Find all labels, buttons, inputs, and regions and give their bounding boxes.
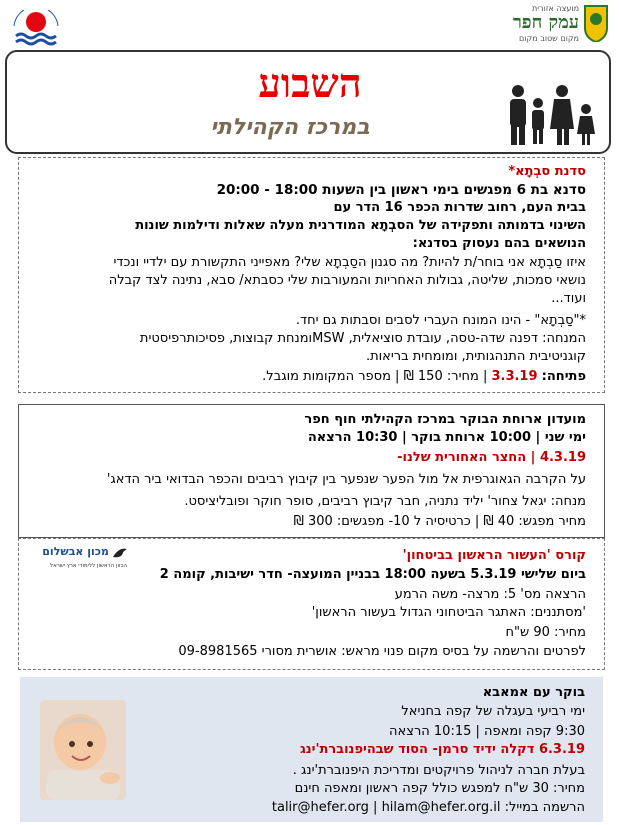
price-line: מחיר: 30 ש"ח למפגש כולל קפה ראשון ומאפה חינם [294,781,585,796]
page-subtitle: במרכז הקהילתי [210,115,370,140]
lecture-line: הרצאה מס' 5: מרצה- משה הרמע [394,587,586,602]
registration-line: הרשמה במייל: talir@hefer.org | hilam@hefer.org.il [271,800,585,815]
logo-name: מכון אבשלום [42,545,109,558]
avshalom-institute-logo [37,545,129,575]
opening-date: 3.3.19 [491,369,538,384]
logo-tagline: מקום שטוב מקום [519,34,579,43]
dove-icon [111,545,129,563]
schedule-line: ימי שני | 10:00 ארוחת בוקר | 10:30 הרצאה [307,430,586,445]
opening-details: | מחיר: 150 ₪ | מספר המקומות מוגבל. [262,369,488,384]
section-heading: קורס 'העשור הראשון בביטחון' [402,548,586,563]
price-line: מחיר מפגש: 40 ₪ | כרטיסיה ל 10- מפגשים: 300 ₪ [293,514,586,529]
opening-line [262,368,586,386]
topic-line: נושאי סמכות, שליטה, גבולות האחריות והמעורבות שלי כסבתא/ סבא, נתינה לצד קבלה [108,273,586,288]
lecture-title: 6.3.19 דקלה ידיד סרמן- הסוד שבהיפנוברת'ינג [299,742,585,757]
section-heading: מועדון ארוחת הבוקר במרכז הקהילתי חוף חפר [304,412,586,427]
logo-tagline: הכוון הראשון ללימודי ארץ ישראל [50,563,127,569]
topic-line: איזו סַבְתָא אני בוחר/ת להיות? מה סגנון הסַבְתָא שלי? מאפייני התקשורת עם ילדיי ונכדי [113,255,586,270]
lecture-title: 'מסתננים: האתגר הביטחוני הגדול בעשור הראשון' [311,605,586,620]
section-heading: סדנת סבְתָא* [508,164,586,179]
schedule-line: סדנא בת 6 מפגשים בימי ראשון בין השעות 18:00 - 20:00 [216,182,586,198]
time-line: 9:30 קפה ומאפה | 10:15 הרצאה [389,724,585,739]
section-heading: בוקר עם אמאבא [482,685,585,700]
emek-hefer-emblem-icon [583,4,609,42]
breakfast-club-section [18,404,605,538]
lecturer-line: בעלת חברה לניהול פרויקטים ומדריכת היפנוברת'ינג . [292,763,585,778]
footnote-line: *"סַבְתָא" - הינו המונח העברי לסבים וסבתות גם יחד. [295,313,586,328]
logo-council-label: מועצה אזורית [532,4,579,13]
grandparents-workshop-section [18,157,605,393]
page-title: השבוע [258,60,362,107]
lecture-description: על הקרבה הגאוגרפית אל מול הפער שנפער בין קיבוץ רביבים והכפר הבדואי ביר הדאג' [106,472,586,487]
location-line: בבית העם, רחוב שדרות הכפר 16 הדר עם [333,200,586,215]
contact-line: לפרטים והרשמה על בסיס מקום פנוי מראש: אושרית מסורי 09-8981565 [178,644,586,659]
topic-line: ועוד... [551,291,586,306]
facilitator-line: קוגניטיבית התנהגותית, ומומחית בריאות. [365,349,586,364]
logo-name: עמק חפר [512,12,579,33]
family-silhouette-icon [500,83,600,146]
lecturer-line: מנחה: יגאל צחור' יליד נתניה, חבר קיבוץ רביבים, סופר חוקר ופובליציסט. [184,494,586,509]
lecture-title: 4.3.19 | החצר האחורית שלנו- [397,450,586,465]
community-center-logo [10,6,62,50]
schedule-line: ימי רביעי בעגלה של קפה בחניאל [401,704,585,719]
baby-photo [40,700,126,800]
price-line: מחיר: 90 ש"ח [505,625,586,640]
facilitator-line: המנחה: דפנה שדה-טסה, עובדת סוציאלית, MSWומנחת קבוצות, פסיכותרפיסטית [139,331,586,346]
emek-hefer-logo [459,4,609,46]
topics-heading: הנושאים בהם נעסוק בסדנא: [412,236,586,251]
description-line: השינוי בדמותה ותפקידה של הסבְתָא המודרנית מעלה שאלות ודילמות שונות [135,218,586,233]
schedule-line: ביום שלישי 5.3.19 בשעה 18:00 בבניין המועצה- חדר ישיבות, קומה 2 [159,567,586,582]
opening-label: פתיחה: [541,369,586,384]
